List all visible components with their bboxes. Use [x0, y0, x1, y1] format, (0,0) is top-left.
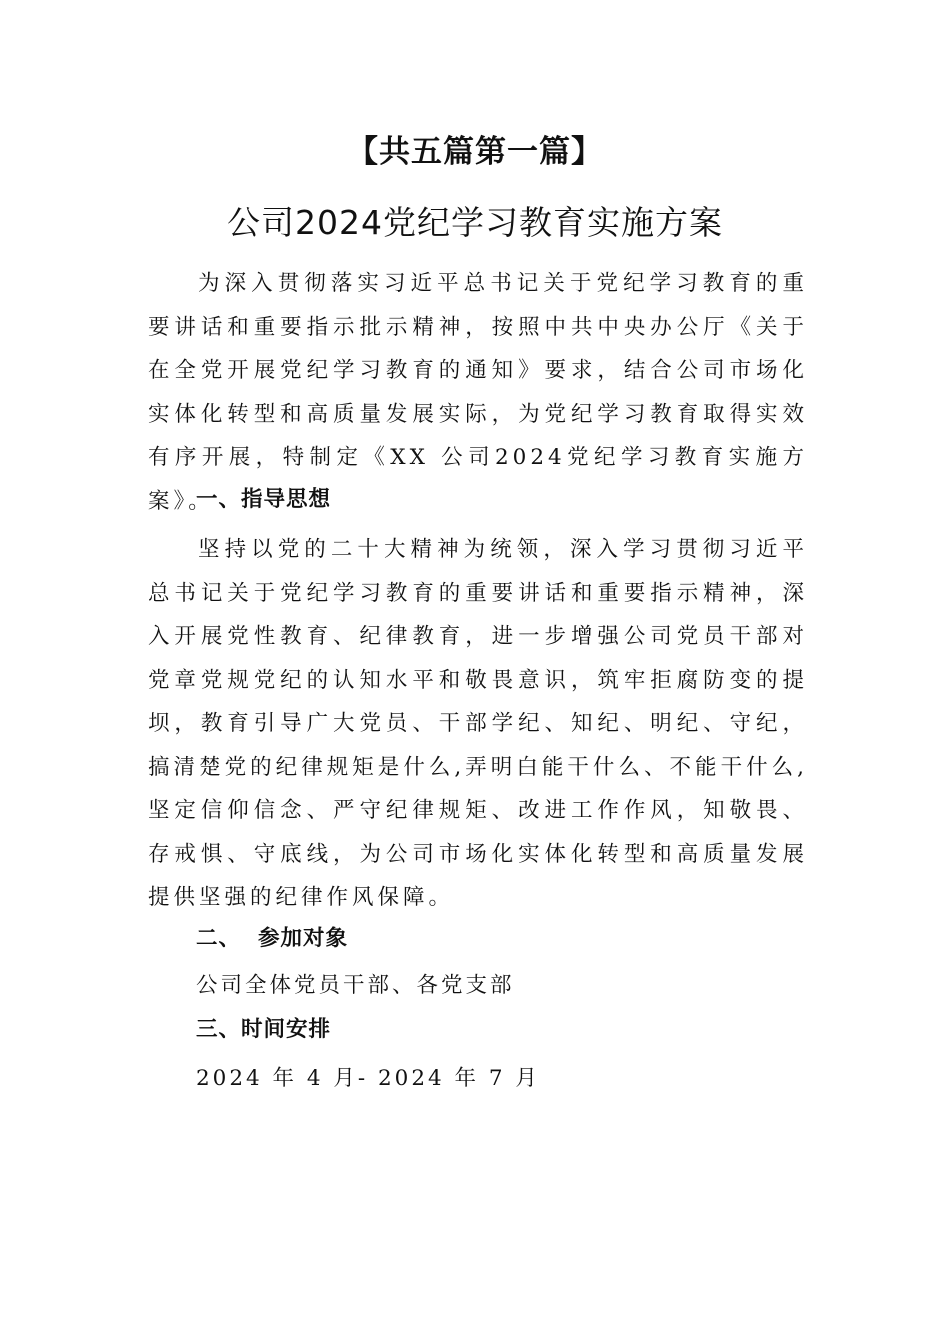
guiding-ideology-paragraph: 坚持以党的二十大精神为统领，深入学习贯彻习近平总书记关于党纪学习教育的重要讲话和重要指示精神，深入开展党性教育、纪律教育，进一步增强公司党员干部对党章党规党纪的认知水平和敬畏意识，筑牢拒腐防变的提坝，教育引导广大党员、干部学纪、知纪、明纪、守纪，搞清楚党的纪律规矩是什么,弄明白能干什么、不能干什么,坚定信仰信念、严守纪律规矩、改进工作作风，知敬畏、存戒惧、守底线，为公司市场化实体化转型和高质量发展提供坚强的纪律作风保障。 — [148, 537, 808, 910]
section-heading-guiding-ideology: 一、指导思想 — [196, 487, 332, 512]
section-heading-schedule: 三、时间安排 — [196, 1017, 332, 1042]
series-title: 【共五篇第一篇】 — [347, 134, 603, 170]
section-heading-participants: 二、 参加对象 — [196, 926, 348, 951]
participants-text: 公司全体党员干部、各党支部 — [196, 973, 515, 998]
document-title: 公司2024党纪学习教育实施方案 — [227, 203, 723, 242]
schedule-text: 2024 年 4 月- 2024 年 7 月 — [196, 1066, 540, 1091]
intro-paragraph: 为深入贯彻落实习近平总书记关于党纪学习教育的重要讲话和重要指示批示精神，按照中共中央办公厅《关于在全党开展党纪学习教育的通知》要求，结合公司市场化实体化转型和高质量发展实际，为党纪学习教育取得实效有序开展，特制定《XX 公司2024党纪学习教育实施方案》。 — [148, 271, 808, 514]
